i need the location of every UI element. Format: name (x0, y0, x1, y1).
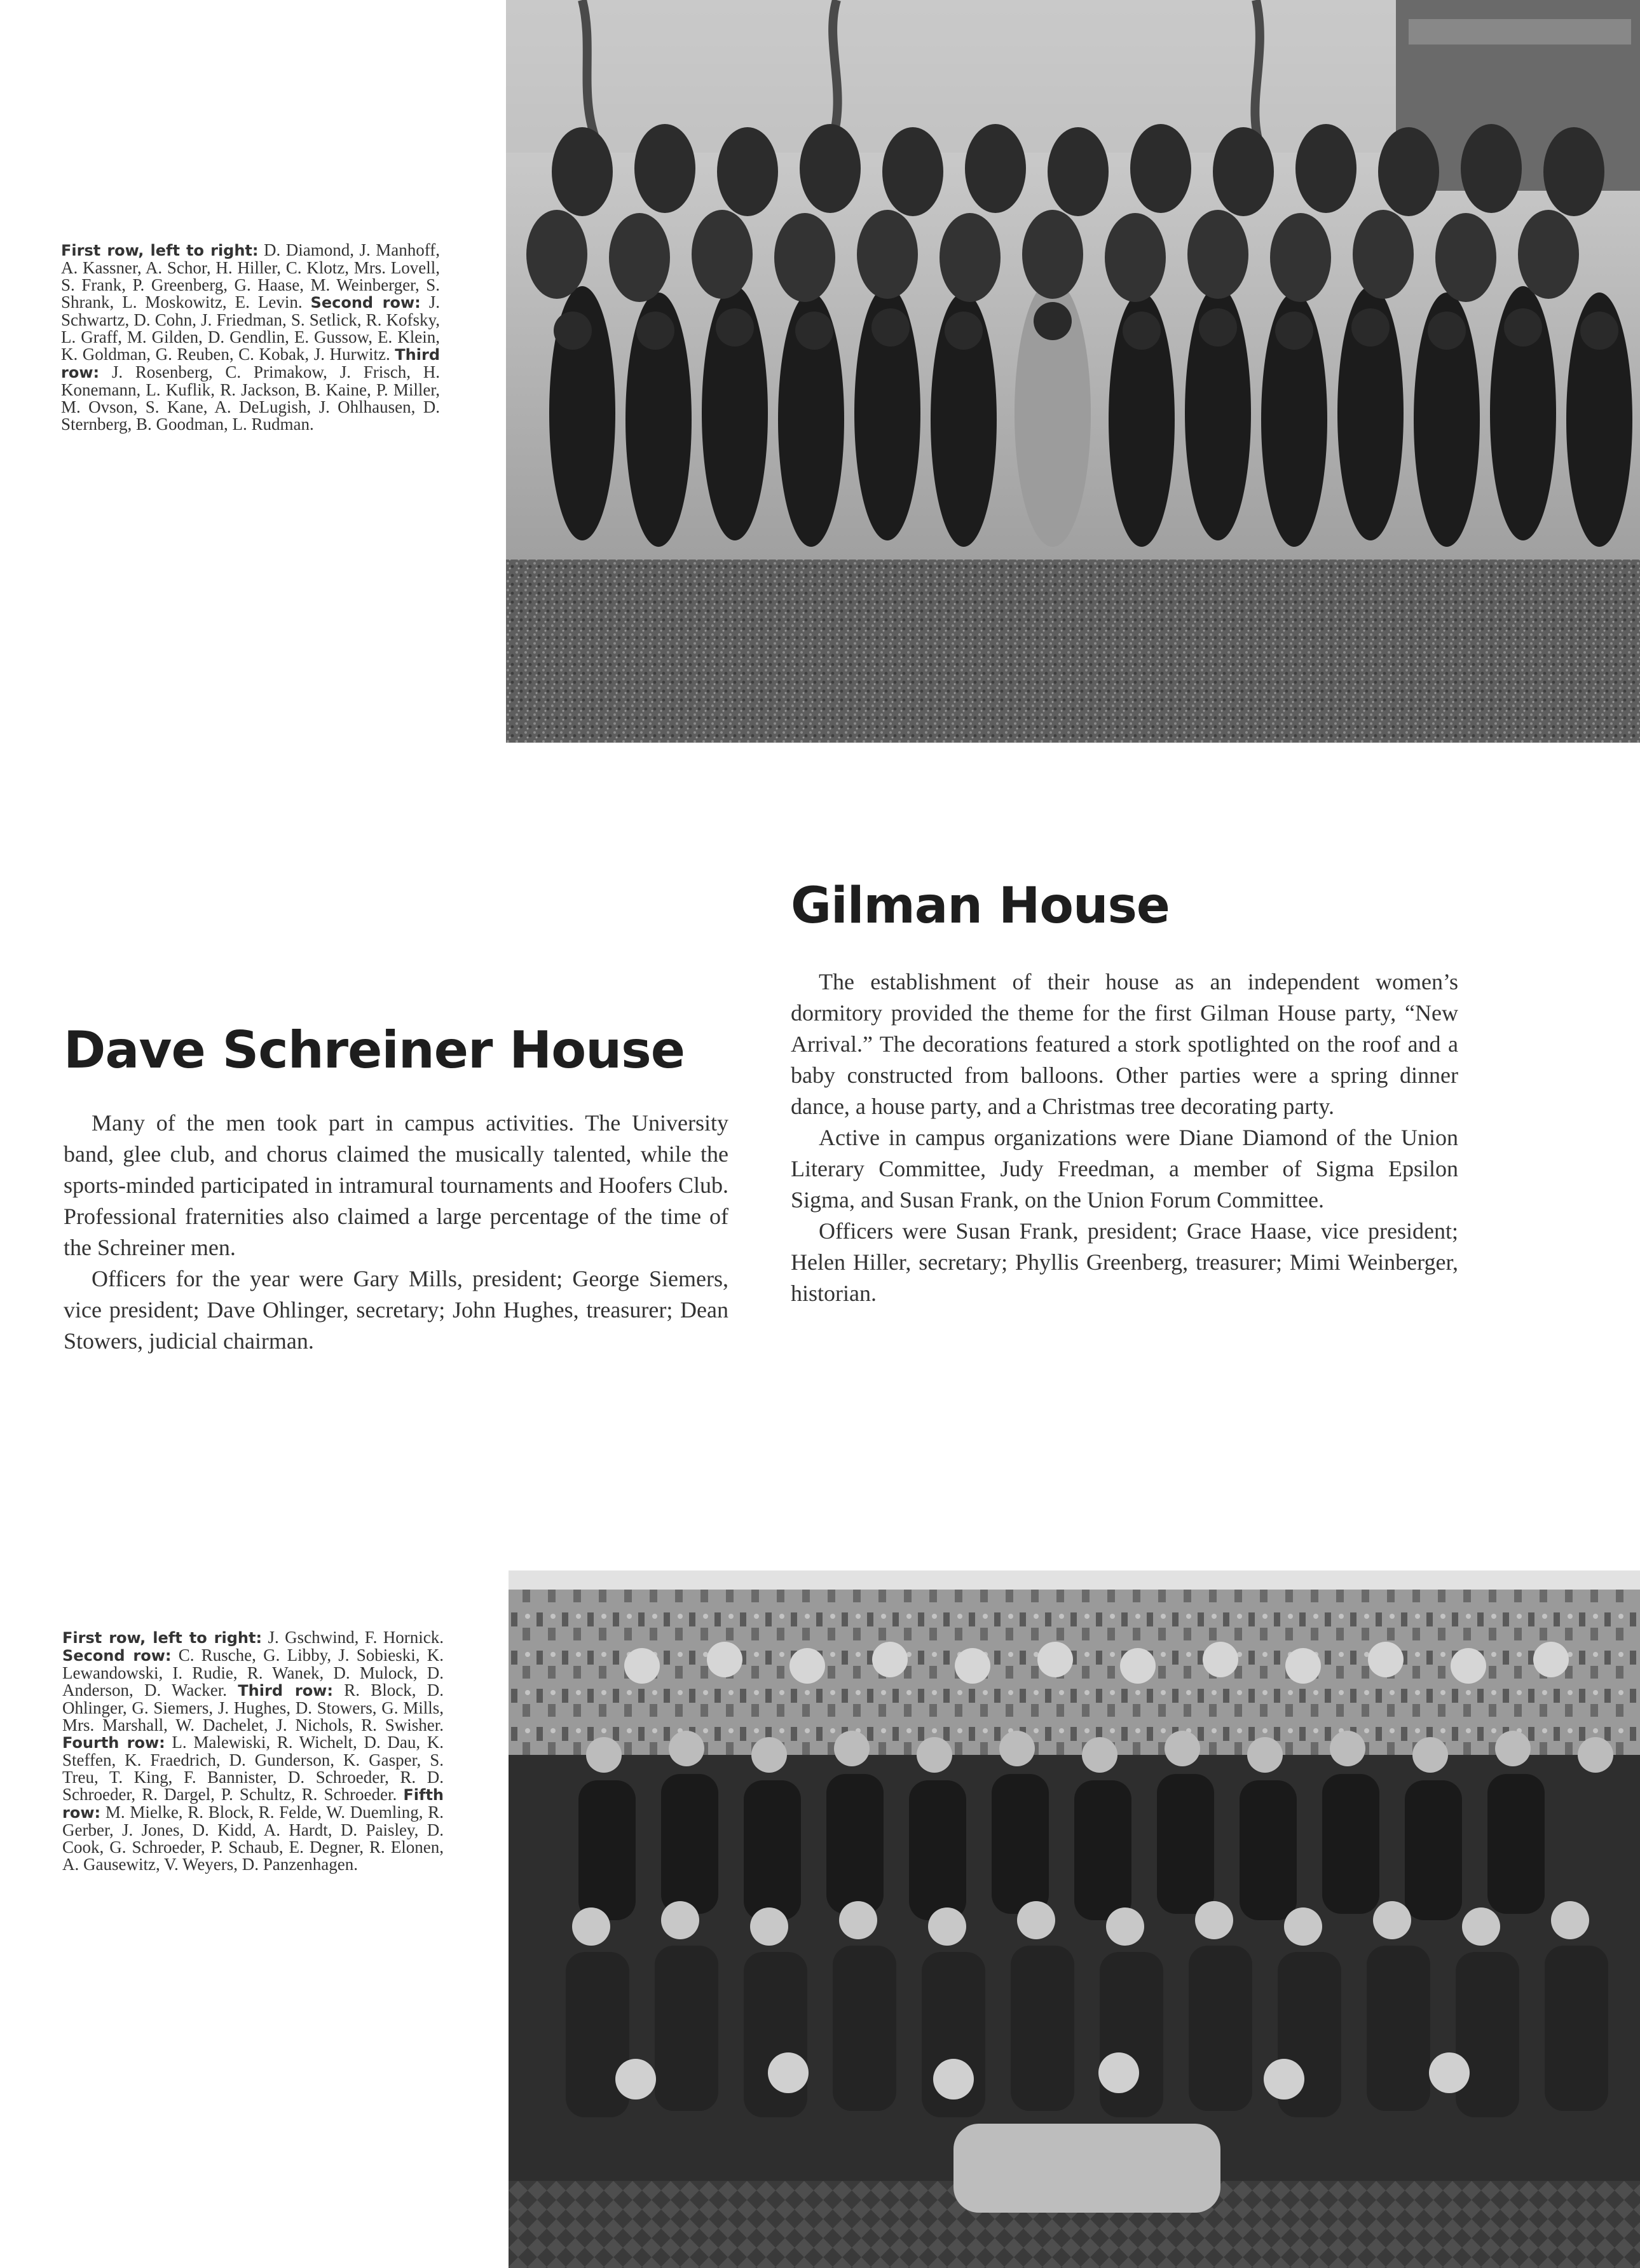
caption-names: C. Rusche, G. Libby, J. Sobieski, K. Lewandowski, I. Rudie, R. Wanek, D. Mulock, D. Anderson, D. Wacker. (62, 1646, 444, 1700)
caption-names: M. Mielke, R. Block, R. Felde, W. Duemling, R. Gerber, J. Jones, D. Kidd, A. Hardt, D. Paisley, D. Cook, G. Schroeder, P. Schaub, E. Degner, R. Elonen, A. Gausewitz, V. Weyers, D. Panzenhagen. (62, 1803, 444, 1874)
gilman-house-title: Gilman House (791, 877, 1170, 935)
schreiner-paragraph: Officers for the year were Gary Mills, president; George Siemers, vice president; Dave Ohlinger, secretary; John Hughes, treasurer; Dean Stowers, judicial chairman. (64, 1266, 728, 1354)
caption-names: L. Malewiski, R. Wichelt, D. Dau, K. Steffen, K. Fraedrich, D. Gunderson, K. Gasper, S. Treu, T. King, F. Bannister, D. Schroeder, R. D. Schroeder, R. Dargel, P. Schultz, R. Schroeder. (62, 1733, 444, 1804)
gilman-paragraph: Officers were Susan Frank, president; Grace Haase, vice president; Helen Hiller, secretary; Phyllis Greenberg, treasurer; Mimi Weinberger, historian. (791, 1218, 1458, 1306)
gilman-photo-caption (61, 242, 440, 433)
gilman-paragraph: Active in campus organizations were Diane Diamond of the Union Literary Committee, Judy Freedman, a member of Sigma Epsilon Sigma, and Susan Frank, on the Union Forum Committee. (791, 1125, 1458, 1213)
schreiner-house-title: Dave Schreiner House (64, 1021, 685, 1080)
gilman-house-body (791, 966, 1458, 1309)
schreiner-photo-caption (62, 1629, 444, 1873)
caption-row-label: Fourth row: (62, 1734, 165, 1752)
schreiner-house-body (64, 1108, 728, 1357)
caption-names: J. Schwartz, D. Cohn, J. Friedman, S. Setlick, R. Kofsky, L. Graff, M. Gilden, D. Gendlin, E. Gussow, E. Klein, K. Goldman, G. Reuben, C. Kobak, J. Hurwitz. (61, 292, 440, 364)
schreiner-group-photo (509, 1570, 1640, 2268)
caption-row-label: Third row: (61, 346, 440, 381)
gilman-group-photo (506, 0, 1640, 743)
caption-names: D. Diamond, J. Manhoff, A. Kassner, A. Schor, H. Hiller, C. Klotz, Mrs. Lovell, S. Frank, P. Greenberg, G. Haase, M. Weinberger, S. Shrank, L. Moskowitz, E. Levin. (61, 240, 440, 312)
caption-names: R. Block, D. Ohlinger, G. Siemers, J. Hughes, D. Stowers, G. Mills, Mrs. Marshall, W. Dachelet, J. Nichols, R. Swisher. (62, 1680, 444, 1735)
caption-row-label: First row, left to right: (62, 1629, 263, 1647)
schreiner-paragraph: Many of the men took part in campus activities. The University band, glee club, and chorus claimed the musically talented, while the sports-minded participated in intramural tournaments and Hoofers Club. Professional fraternities also claimed a large percentage of the time of the Schreiner men. (64, 1110, 728, 1260)
caption-names: J. Gschwind, F. Hornick. (262, 1628, 444, 1647)
caption-row-label: Fifth row: (62, 1786, 444, 1822)
gilman-paragraph: The establishment of their house as an independent women’s dormitory provided the theme for the first Gilman House party, “New Arrival.” The decorations featured a stork spotlighted on the roof and a baby constructed from balloons. Other parties were a spring dinner dance, a house party, and a Christmas tree decorating party. (791, 969, 1458, 1119)
caption-row-label: First row, left to right: (61, 242, 259, 259)
caption-names: J. Rosenberg, C. Primakow, J. Frisch, H. Konemann, L. Kuflik, R. Jackson, B. Kaine, P. Miller, M. Ovson, S. Kane, A. DeLugish, J. Ohlhausen, D. Sternberg, B. Goodman, L. Rudman. (61, 362, 440, 434)
caption-row-label: Second row: (62, 1647, 172, 1665)
caption-row-label: Second row: (310, 294, 421, 312)
caption-row-label: Third row: (238, 1682, 333, 1700)
